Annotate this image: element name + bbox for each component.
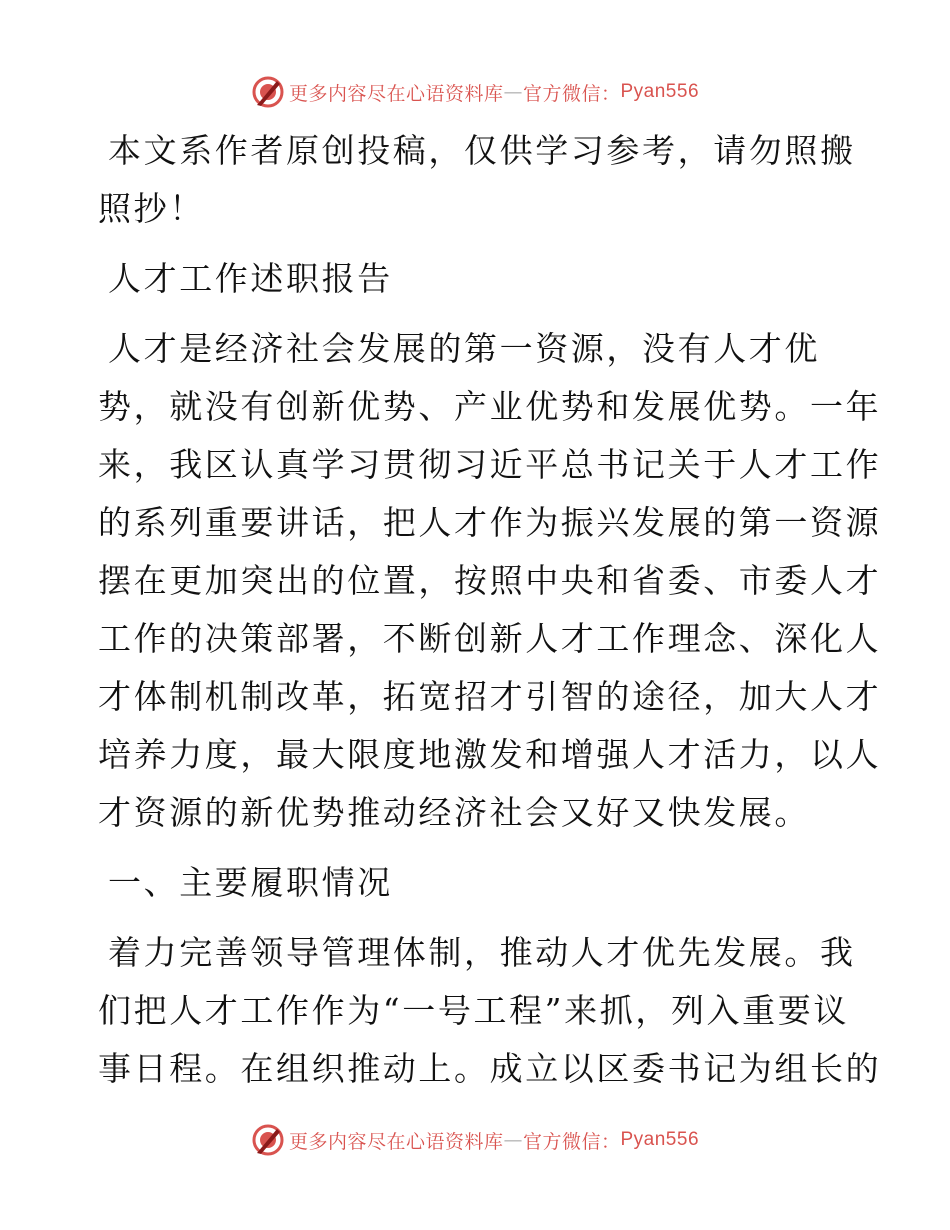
text-line: 工作的决策部署，不断创新人才工作理念、深化人 [98,619,882,658]
text-line: 势，就没有创新优势、产业优势和发展优势。一年 [98,387,882,426]
text-line: 一、主要履职情况 [108,863,393,902]
text-line: 来，我区认真学习贯彻习近平总书记关于人才工作 [98,445,882,484]
text-line: 才资源的新优势推动经济社会又好又快发展。 [98,793,810,832]
footer-watermark [0,1120,950,1160]
text-line: 照抄！ [98,189,205,228]
text-line: 才体制机制改革，拓宽招才引智的途径，加大人才 [98,677,882,716]
header-watermark [0,72,950,112]
watermark-dash: — [503,81,523,103]
disclaimer-paragraph [98,122,858,238]
text-line: 人才工作述职报告 [108,259,393,298]
watermark-dash: — [503,1129,523,1151]
document-body [98,122,882,1110]
intro-paragraph [98,320,882,842]
quill-logo-icon [251,75,285,109]
watermark-wechat-label: 官方微信： [522,82,621,105]
watermark-wechat-id: Pyan556 [620,1129,700,1150]
text-line: 着力完善领导管理体制，推动人才优先发展。我 [108,933,856,972]
section-heading [98,854,858,912]
text-line: 们把人才工作作为“一号工程”来抓，列入重要议 [98,991,849,1030]
watermark-text: 更多内容尽在心语资料库 [288,1130,504,1153]
text-line: 摆在更加突出的位置，按照中央和省委、市委人才 [98,561,882,600]
watermark-wechat-label: 官方微信： [522,1130,621,1153]
text-line: 的系列重要讲话，把人才作为振兴发展的第一资源 [98,503,882,542]
document-title [98,250,858,308]
text-line: 事日程。在组织推动上。成立以区委书记为组长的 [98,1049,882,1088]
text-line: 本文系作者原创投稿，仅供学习参考，请勿照搬 [108,131,856,170]
watermark-text: 更多内容尽在心语资料库 [288,82,504,105]
text-line: 培养力度，最大限度地激发和增强人才活力，以人 [98,735,882,774]
section-paragraph [98,924,882,1098]
quill-logo-icon [251,1123,285,1157]
watermark-wechat-id: Pyan556 [620,81,700,102]
text-line: 人才是经济社会发展的第一资源，没有人才优 [108,329,820,368]
